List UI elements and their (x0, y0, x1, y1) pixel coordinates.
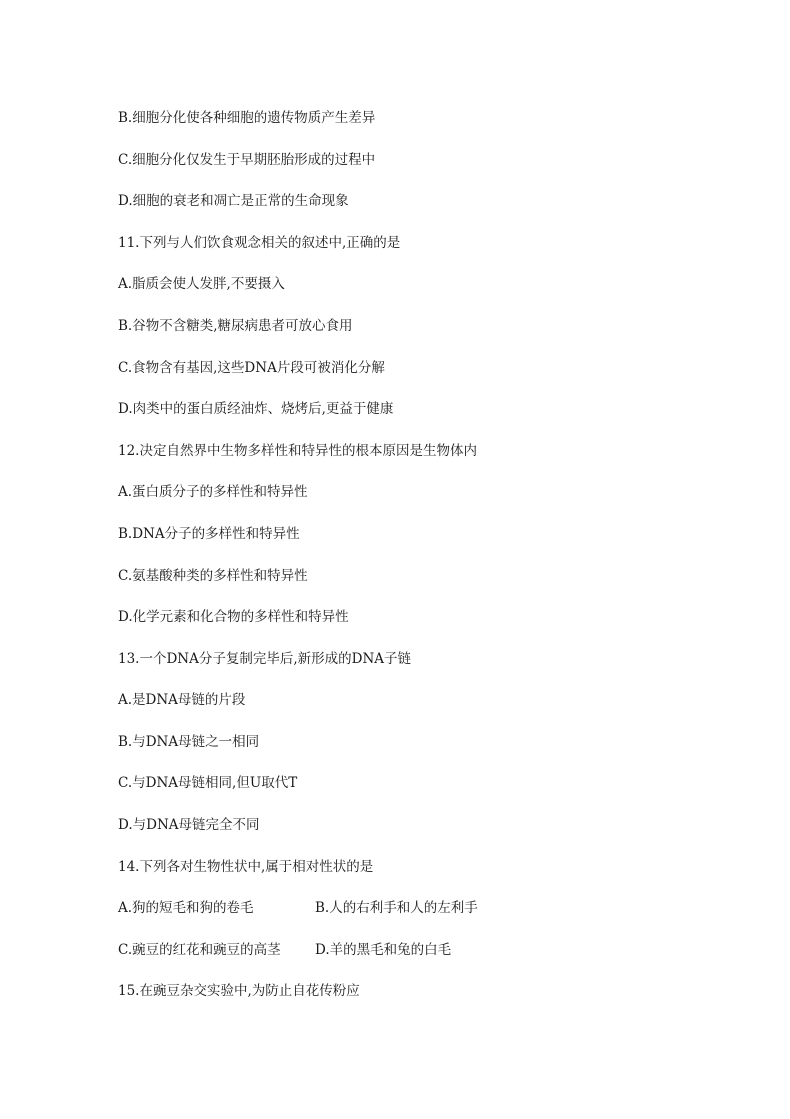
q11-option-d: D.肉类中的蛋白质经油炸、烧烤后,更益于健康 (118, 401, 394, 417)
q14-option-c: C.豌豆的红花和豌豆的高茎 (118, 942, 281, 958)
q14-option-b: B.人的右利手和人的左利手 (315, 900, 478, 916)
q12-option-a: A.蛋白质分子的多样性和特异性 (118, 484, 308, 500)
q11-option-b: B.谷物不含糖类,糖尿病患者可放心食用 (118, 318, 353, 334)
q11-option-a: A.脂质会使人发胖,不要摄入 (118, 276, 285, 292)
q11-option-c: C.食物含有基因,这些DNA片段可被消化分解 (118, 360, 385, 376)
q14-option-a: A.狗的短毛和狗的卷毛 (118, 900, 254, 916)
q13-option-b: B.与DNA母链之一相同 (118, 734, 260, 750)
q15-stem: 15.在豌豆杂交实验中,为防止自花传粉应 (118, 983, 360, 999)
q13-option-d: D.与DNA母链完全不同 (118, 817, 260, 833)
q11-stem: 11.下列与人们饮食观念相关的叙述中,正确的是 (118, 235, 401, 251)
q13-option-a: A.是DNA母链的片段 (118, 692, 246, 708)
q10-option-c: C.细胞分化仅发生于早期胚胎形成的过程中 (118, 152, 376, 168)
q13-option-c: C.与DNA母链相同,但U取代T (118, 775, 298, 791)
q10-option-d: D.细胞的衰老和凋亡是正常的生命现象 (118, 193, 349, 209)
q12-option-c: C.氨基酸种类的多样性和特异性 (118, 568, 308, 584)
q12-stem: 12.决定自然界中生物多样性和特异性的根本原因是生物体内 (118, 443, 477, 459)
q14-stem: 14.下列各对生物性状中,属于相对性状的是 (118, 859, 374, 875)
q10-option-b: B.细胞分化使各种细胞的遗传物质产生差异 (118, 110, 376, 126)
q12-option-d: D.化学元素和化合物的多样性和特异性 (118, 609, 349, 625)
q12-option-b: B.DNA分子的多样性和特异性 (118, 526, 300, 542)
q14-option-d: D.羊的黑毛和兔的白毛 (315, 942, 452, 958)
q13-stem: 13.一个DNA分子复制完毕后,新形成的DNA子链 (118, 651, 412, 667)
q14-option-row-1 (118, 898, 254, 918)
